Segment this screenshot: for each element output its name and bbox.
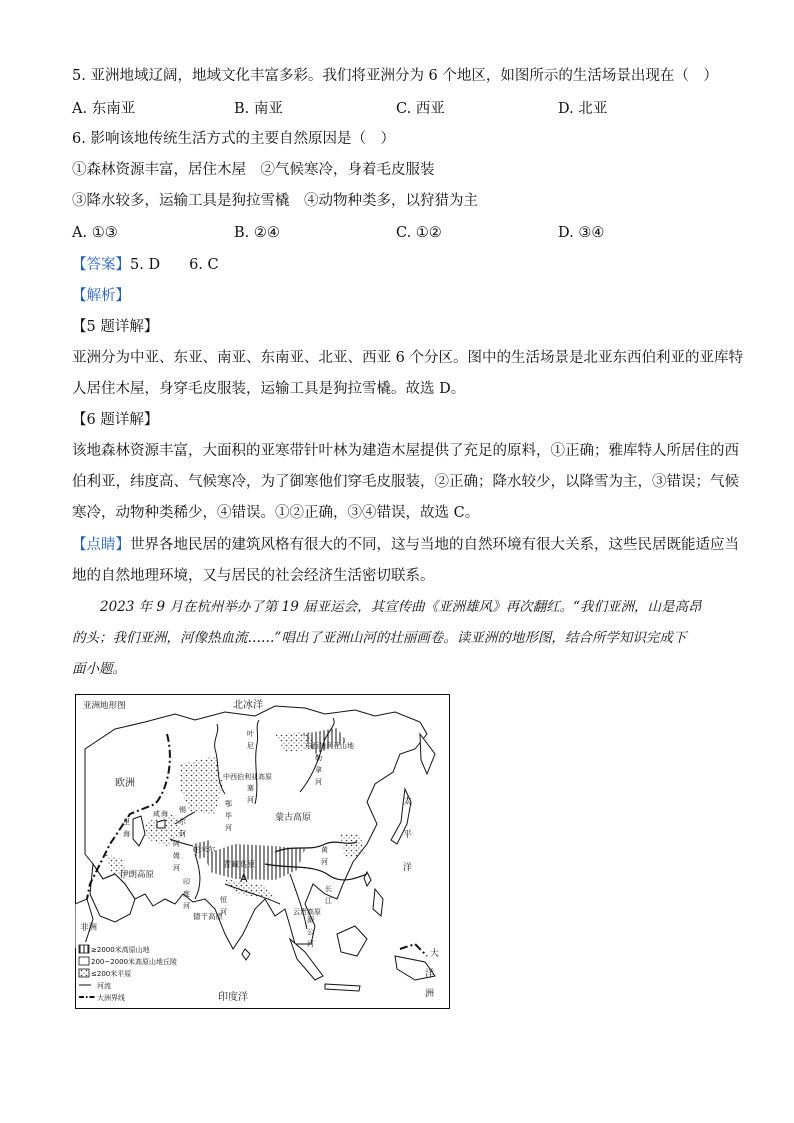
- svg-text:河: 河: [247, 796, 254, 804]
- label-point-a: A: [240, 872, 248, 885]
- svg-text:洋: 洋: [403, 863, 413, 873]
- svg-text:洋: 洋: [425, 969, 435, 979]
- q5-option-c[interactable]: C. 西亚: [396, 101, 445, 117]
- svg-text:长: 长: [325, 885, 332, 893]
- analysis-label: 【解析】: [72, 288, 130, 304]
- detail-5-line-2: 人居住木屋，身穿毛皮服装，运输工具是狗拉雪橇。故选 D。: [72, 381, 466, 397]
- point-text-1: 世界各地民居的建筑风格有很大的不同，这与当地的自然环境有很大关系，这些民居既能适应当: [130, 537, 739, 553]
- point-tag: 【点睛】: [72, 537, 130, 553]
- point-line-2: 地的自然地理环境，又与居民的社会经济生活密切联系。: [72, 568, 435, 584]
- label-ob-river: [225, 799, 232, 832]
- label-syr-river: [179, 805, 186, 838]
- q6-option-b[interactable]: B. ②④: [234, 225, 280, 241]
- legend-boundary: 大洲界线: [97, 994, 125, 1002]
- point-line-1: [72, 535, 739, 555]
- answer-tag: 【答案】: [72, 257, 130, 273]
- q6-option-a[interactable]: A. ①③: [72, 225, 118, 241]
- svg-text:塞: 塞: [247, 784, 254, 792]
- label-mongolia: 蒙古高原: [275, 813, 312, 823]
- intro-line-3: 面小题。: [72, 661, 126, 677]
- svg-text:河: 河: [173, 864, 180, 872]
- label-indus-river: [183, 877, 190, 910]
- svg-text:江: 江: [325, 897, 332, 905]
- label-lena-river: [315, 753, 322, 786]
- legend-upland: 200~2000米高原山地丘陵: [91, 958, 178, 966]
- label-arctic-ocean: 北冰洋: [233, 700, 263, 711]
- svg-text:河: 河: [307, 940, 314, 948]
- legend-swatch-plain: [79, 969, 89, 977]
- svg-text:尔: 尔: [179, 818, 186, 826]
- q6-options: [72, 223, 732, 243]
- legend-swatch-highland: [79, 945, 89, 953]
- label-africa: 非洲: [80, 923, 98, 933]
- svg-text:鄂: 鄂: [225, 800, 232, 808]
- svg-text:河: 河: [220, 908, 227, 916]
- detail-6-line-2: 伯利亚，纬度高、气候寒冷，为了御寒他们穿毛皮服装，②正确；降水较少，以降雪为主，③错误；气候: [72, 474, 739, 490]
- detail-5-title: 【5 题详解】: [72, 319, 159, 335]
- label-central-siberia: 中西伯利亚高原: [223, 773, 272, 781]
- svg-text:姆: 姆: [173, 852, 180, 860]
- label-east-siberia: 东西伯利亚山地: [305, 742, 354, 750]
- label-aral-sea: [153, 809, 168, 818]
- svg-text:河: 河: [225, 824, 232, 832]
- svg-text:勒: 勒: [315, 754, 322, 762]
- label-pamir: 帕米尔: [193, 845, 216, 854]
- legend-highland: ≥2000米高原山地: [91, 946, 150, 954]
- svg-text:河: 河: [183, 902, 190, 910]
- answer-line: [72, 255, 219, 275]
- label-yungui: 云贵高原: [293, 908, 321, 916]
- svg-text:度: 度: [183, 890, 190, 898]
- svg-text:河: 河: [179, 830, 186, 838]
- analysis-tag: [72, 286, 130, 306]
- svg-text:恒: 恒: [220, 896, 227, 904]
- svg-text:锡: 锡: [179, 806, 186, 814]
- q6-stem: 6. 影响该地传统生活方式的主要自然原因是（ ）: [72, 131, 395, 147]
- q5-option-a[interactable]: A. 东南亚: [72, 101, 136, 117]
- q5-option-d[interactable]: D. 北亚: [558, 101, 608, 117]
- q5-stem: 5. 亚洲地域辽阔，地域文化丰富多彩。我们将亚洲分为 6 个地区，如图所示的生活场景出现在（ ）: [72, 68, 718, 84]
- q5-option-b[interactable]: B. 南亚: [234, 101, 283, 117]
- svg-text:黄: 黄: [321, 846, 328, 854]
- aral-sea: [157, 820, 165, 828]
- legend-plain: ≤200米平原: [91, 970, 132, 978]
- svg-text:海: 海: [123, 830, 130, 838]
- label-deccan: 德干高原: [193, 912, 223, 921]
- svg-text:咸: 咸: [153, 810, 160, 818]
- intro-line-2: 的头；我们亚洲，河像热血流……”唱出了亚洲山河的壮丽画卷。读亚洲的地形图，结合所学知识完成下: [72, 630, 687, 646]
- svg-text:平: 平: [403, 830, 413, 840]
- q6-option-c[interactable]: C. ①②: [396, 225, 442, 241]
- svg-text:毕: 毕: [225, 812, 232, 820]
- q6-statement-line-1: ①森林资源丰富，居住木屋 ②气候寒冷，身着毛皮服装: [72, 162, 435, 178]
- q5-options: [72, 99, 732, 119]
- svg-text:湄: 湄: [307, 916, 314, 924]
- label-europe: 欧洲: [115, 778, 135, 789]
- svg-text:拿: 拿: [315, 766, 322, 774]
- svg-text:大: 大: [430, 949, 440, 959]
- label-amu-river: [173, 839, 180, 872]
- legend-river: 河流: [97, 982, 111, 990]
- label-iran: 伊朗高原: [120, 870, 155, 880]
- detail-6-title: 【6 题详解】: [72, 412, 159, 428]
- svg-text:印: 印: [183, 878, 190, 886]
- svg-text:公: 公: [307, 928, 314, 936]
- label-mekong-river: [307, 915, 314, 948]
- detail-5-line-1: 亚洲分为中亚、东亚、南亚、东南亚、北亚、西亚 6 个分区。图中的生活场景是北亚东西伯利亚的亚库特: [72, 350, 743, 366]
- detail-6-line-3: 寒冷，动物种类稀少，④错误。①②正确，③④错误，故选 C。: [72, 505, 480, 521]
- svg-text:阿: 阿: [173, 840, 180, 848]
- svg-text:里: 里: [123, 818, 130, 826]
- map-legend: [76, 942, 188, 1008]
- svg-text:太: 太: [403, 797, 413, 807]
- answer-text: 5. D 6. C: [130, 257, 219, 273]
- svg-text:海: 海: [161, 810, 168, 818]
- asia-topographic-map: [75, 694, 450, 1009]
- svg-text:叶: 叶: [247, 730, 254, 738]
- label-tibet: 青藏高原: [223, 860, 255, 869]
- legend-swatch-upland: [79, 957, 89, 965]
- map-title: 亚洲地形图: [83, 701, 126, 711]
- svg-text:洲: 洲: [425, 989, 435, 999]
- detail-6-line-1: 该地森林资源丰富，大面积的亚寒带针叶林为建造木屋提供了充足的原料，①正确；雅库特人所居住的西: [72, 443, 739, 459]
- q6-option-d[interactable]: D. ③④: [558, 225, 605, 241]
- svg-text:河: 河: [315, 778, 322, 786]
- intro-line-1: 2023 年 9 月在杭州举办了第 19 届亚运会，其宣传曲《亚洲雄风》再次翻红。“我们亚洲，山是高昂: [100, 599, 702, 615]
- svg-text:河: 河: [321, 858, 328, 866]
- q6-statement-line-2: ③降水较多，运输工具是狗拉雪橇 ④动物种类多，以狩猎为主: [72, 193, 478, 209]
- label-indian-ocean: 印度洋: [218, 992, 248, 1003]
- svg-text:尼: 尼: [247, 742, 254, 750]
